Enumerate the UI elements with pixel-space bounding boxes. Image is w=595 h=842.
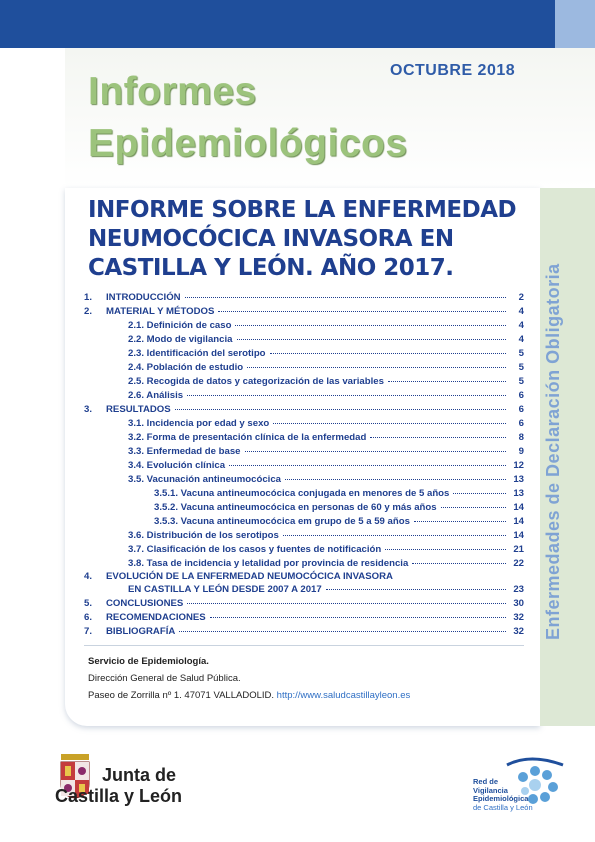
toc-leader-dots xyxy=(388,381,506,382)
toc-number: 6. xyxy=(84,612,93,623)
toc-label: 3.5.1. Vacuna antineumocócica conjugada en menores de 5 años xyxy=(154,488,450,499)
network-line2: Vigilancia xyxy=(473,785,508,795)
report-title-line1: INFORME SOBRE LA ENFERMEDAD xyxy=(88,197,517,223)
side-label: Enfermedades de Declaración Obligatoria xyxy=(543,263,563,640)
toc-leader-dots xyxy=(237,339,507,340)
toc-entry[interactable] xyxy=(84,404,524,415)
toc-leader-dots xyxy=(441,507,506,508)
toc-entry[interactable] xyxy=(84,390,524,401)
toc-label: 3.4. Evolución clínica xyxy=(128,460,226,471)
toc-number: 5. xyxy=(84,598,93,609)
toc-label: 3.7. Clasificación de los casos y fuentes de notificación xyxy=(128,544,382,555)
toc-label: 2.4. Población de estudio xyxy=(128,362,244,373)
toc-entry[interactable] xyxy=(84,544,524,555)
toc-leader-dots xyxy=(235,325,506,326)
toc-entry[interactable] xyxy=(84,571,524,582)
toc-leader-dots xyxy=(175,409,506,410)
toc-number: 2. xyxy=(84,306,93,317)
junta-logo-text xyxy=(55,765,183,807)
toc-number: 4. xyxy=(84,571,93,582)
toc-leader-dots xyxy=(326,589,506,590)
toc-entry[interactable] xyxy=(84,348,524,359)
toc-page-number: 32 xyxy=(513,612,524,623)
toc-leader-dots xyxy=(210,617,506,618)
toc-leader-dots xyxy=(187,395,506,396)
toc-entry[interactable] xyxy=(84,626,524,637)
toc-page-number: 6 xyxy=(518,404,524,415)
toc-page-number: 2 xyxy=(518,292,524,303)
toc-label: 3.3. Enfermedad de base xyxy=(128,446,241,457)
toc-leader-dots xyxy=(245,451,506,452)
junta-line1: Junta de xyxy=(102,765,177,785)
toc-number: 3. xyxy=(84,404,93,415)
junta-line2: Castilla y León xyxy=(55,786,183,806)
toc-number: 1. xyxy=(84,292,93,303)
network-line1: Red de xyxy=(473,777,499,786)
footer-address xyxy=(88,690,410,701)
report-date: OCTUBRE 2018 xyxy=(390,62,516,79)
toc-entry[interactable] xyxy=(84,530,524,541)
toc-leader-dots xyxy=(453,493,506,494)
brand-title xyxy=(88,66,408,170)
toc-entry[interactable] xyxy=(84,320,524,331)
toc-entry[interactable] xyxy=(84,376,524,387)
toc-entry[interactable] xyxy=(84,612,524,623)
footer-organization: Servicio de Epidemiología. xyxy=(88,656,209,667)
report-title-line2: NEUMOCÓCICA INVASORA EN xyxy=(88,226,454,252)
toc-page-number: 9 xyxy=(518,446,524,457)
report-title-line3: CASTILLA Y LEÓN. AÑO 2017. xyxy=(88,255,454,281)
toc-entry[interactable] xyxy=(84,446,524,457)
toc-entry[interactable] xyxy=(84,362,524,373)
toc-page-number: 5 xyxy=(518,376,524,387)
toc-page-number: 30 xyxy=(513,598,524,609)
toc-label: RESULTADOS xyxy=(106,404,171,415)
toc-page-number: 13 xyxy=(513,488,524,499)
toc-leader-dots xyxy=(385,549,506,550)
toc-leader-dots xyxy=(247,367,506,368)
report-title xyxy=(88,196,528,283)
toc-label: 3.5.3. Vacuna antineumocócica em grupo de 5 a 59 años xyxy=(154,516,410,527)
toc-page-number: 21 xyxy=(513,544,524,555)
toc-page-number: 14 xyxy=(513,530,524,541)
toc-page-number: 14 xyxy=(513,502,524,513)
toc-page-number: 12 xyxy=(513,460,524,471)
network-line3: Epidemiológica xyxy=(473,794,529,803)
brand-title-line2: Epidemiológicos xyxy=(88,122,408,165)
toc-entry[interactable] xyxy=(84,488,524,499)
toc-label: 3.5. Vacunación antineumocócica xyxy=(128,474,282,485)
top-band-accent xyxy=(555,0,595,48)
toc-page-number: 22 xyxy=(513,558,524,569)
toc-page-number: 5 xyxy=(518,362,524,373)
toc-label: 2.2. Modo de vigilancia xyxy=(128,334,233,345)
toc-page-number: 6 xyxy=(518,390,524,401)
toc-page-number: 13 xyxy=(513,474,524,485)
toc-label: EVOLUCIÓN DE LA ENFERMEDAD NEUMOCÓCICA INVASORA xyxy=(106,571,393,582)
toc-page-number: 8 xyxy=(518,432,524,443)
website-link[interactable]: http://www.saludcastillayleon.es xyxy=(276,690,411,701)
toc-entry[interactable] xyxy=(84,334,524,345)
toc-entry[interactable] xyxy=(84,502,524,513)
toc-entry[interactable] xyxy=(84,558,524,569)
toc-entry[interactable] xyxy=(84,598,524,609)
toc-label: CONCLUSIONES xyxy=(106,598,184,609)
top-band xyxy=(0,0,595,48)
toc-leader-dots xyxy=(229,465,506,466)
address-text: Paseo de Zorrilla nº 1. 47071 VALLADOLID. xyxy=(88,690,275,701)
network-logo-text xyxy=(473,778,533,812)
toc-label: 3.2. Forma de presentación clínica de la enfermedad xyxy=(128,432,367,443)
toc-entry[interactable] xyxy=(84,432,524,443)
toc-leader-dots xyxy=(285,479,506,480)
toc-leader-dots xyxy=(273,423,506,424)
toc-leader-dots xyxy=(187,603,506,604)
toc-label: INTRODUCCIÓN xyxy=(106,292,181,303)
footer-direction: Dirección General de Salud Pública. xyxy=(88,673,241,684)
toc-leader-dots xyxy=(270,353,506,354)
toc-label: RECOMENDACIONES xyxy=(106,612,206,623)
toc-entry[interactable] xyxy=(84,516,524,527)
toc-label: 2.6. Análisis xyxy=(128,390,184,401)
toc-label: EN CASTILLA Y LEÓN DESDE 2007 A 2017 xyxy=(128,584,322,595)
toc-page-number: 14 xyxy=(513,516,524,527)
footer-divider xyxy=(84,645,524,646)
toc-page-number: 4 xyxy=(518,334,524,345)
toc-entry[interactable] xyxy=(84,292,524,303)
toc-label: MATERIAL Y MÉTODOS xyxy=(106,306,215,317)
toc-label: 2.5. Recogida de datos y categorización de las variables xyxy=(128,376,384,387)
toc-page-number: 4 xyxy=(518,306,524,317)
toc-page-number: 5 xyxy=(518,348,524,359)
toc-entry[interactable] xyxy=(84,460,524,471)
toc-label: 3.1. Incidencia por edad y sexo xyxy=(128,418,270,429)
network-line4: de Castilla y León xyxy=(473,802,533,812)
toc-page-number: 23 xyxy=(513,584,524,595)
toc-entry[interactable] xyxy=(84,584,524,595)
toc-leader-dots xyxy=(412,563,506,564)
brand-title-line1: Informes xyxy=(88,70,257,113)
toc-label: 3.6. Distribución de los serotipos xyxy=(128,530,279,541)
toc-label: 3.8. Tasa de incidencia y letalidad por provincia de residencia xyxy=(128,558,409,569)
toc-leader-dots xyxy=(370,437,506,438)
toc-leader-dots xyxy=(185,297,506,298)
toc-entry[interactable] xyxy=(84,306,524,317)
toc-entry[interactable] xyxy=(84,474,524,485)
toc-leader-dots xyxy=(414,521,506,522)
toc-page-number: 6 xyxy=(518,418,524,429)
toc-page-number: 4 xyxy=(518,320,524,331)
toc-number: 7. xyxy=(84,626,93,637)
toc-label: 2.3. Identificación del serotipo xyxy=(128,348,266,359)
toc-leader-dots xyxy=(218,311,506,312)
toc-label: 3.5.2. Vacuna antineumocócica en personas de 60 y más años xyxy=(154,502,437,513)
toc-leader-dots xyxy=(283,535,506,536)
toc-entry[interactable] xyxy=(84,418,524,429)
toc-leader-dots xyxy=(179,631,506,632)
toc-label: BIBLIOGRAFÍA xyxy=(106,626,176,637)
toc-page-number: 32 xyxy=(513,626,524,637)
toc-label: 2.1. Definición de caso xyxy=(128,320,232,331)
